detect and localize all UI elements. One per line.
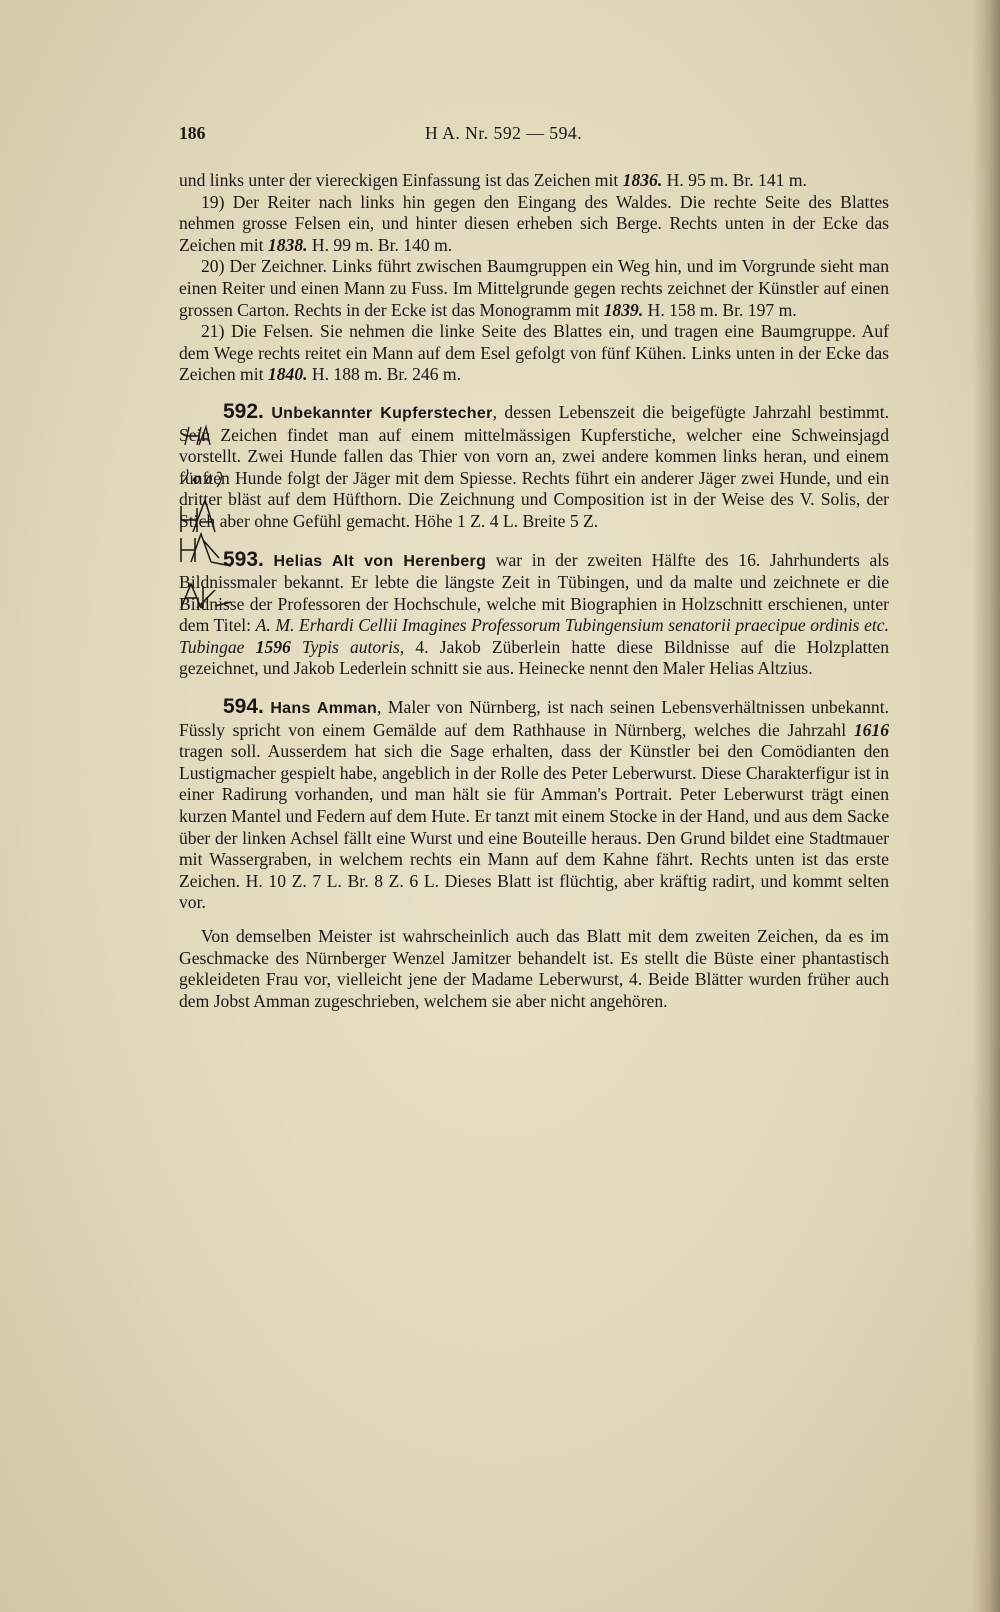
entry-592 [179, 401, 889, 533]
page-number: 186 [179, 123, 206, 143]
entry-number: 594. [223, 695, 264, 719]
item-21: 21) Die Felsen. Sie nehmen die linke Seite des Blattes ein, und tragen eine Baumgruppe. Auf dem Wege rechts reitet ein Mann auf dem Esel gefolgt von fünf Kühen. Links unten in der Ecke das Zeichen mit 1840. H. 188 m. Br. 246 m. [179, 321, 889, 385]
running-title: H A. Nr. 592 — 594. [425, 123, 583, 143]
entry-594-para2: Von demselben Meister ist wahrscheinlich auch das Blatt mit dem zweiten Zeichen, da es im Geschmacke des Nürnberger Wenzel Jamitzer behandelt ist. Es stellt die Büste einer phantastisch gekleideten Frau vor, vielleicht jene der Madame Leberwurst, 4. Beide Blätter wurden früher auch dem Jobst Amman zugeschrieben, welchem sie aber nicht angehören. [179, 926, 889, 1011]
artist-name: Hans Amman [270, 700, 378, 718]
entry-593-head: 593. Helias Alt von Herenberg war in der zweiten Hälfte des 16. Jahrhunderts als Bildnissmaler bekannt. Er lebte die längste Zeit in Tübingen, und da malte und zeichnete er die Bildnisse der Professoren der Hochschule, welche mit Biographien in Holzschnitt erschienen, unter dem Titel: A. M. Erhardi Cellii Imagines Professorum Tubingensium senatorii praecipue ordinis etc. Tubingae 1596 Typis autoris, 4. Jakob Züberlein hatte diese Bildnisse auf die Holzplatten gezeichnet, und Jakob Lederlein schnitt sie aus. Heinecke nennt den Maler Helias Altzius. [179, 547, 890, 679]
entry-593 [179, 549, 889, 681]
running-header [179, 123, 649, 145]
entry-number: 593. [223, 547, 264, 571]
entry-594-head: 594. Hans Amman, Maler von Nürnberg, ist nach seinen Lebensverhältnissen unbekannt. Füssly spricht von einem Gemälde auf dem Rathhause in Nürnberg, welches die Jahrzahl 1616 tragen soll. Ausserdem hat sich die Sage erhalten, dass der Künstler bei den Comödianten den Lustigmacher gespielt habe, angeblich in der Rolle des Peter Leberwurst. Diese Charakterfigur ist in einer Radirung vorhanden, und man hält sie für Amman's Portrait. Peter Leberwurst trägt einen kurzen Mantel und Federn auf dem Hute. Er tanzt mit einem Stocke in der Hand, und aus dem Sacke über der linken Achsel fällt eine Wurst und eine Bouteille heraus. Den Grund bildet eine Stadtmauer mit Wassergraben, in welchem rechts ein Mann auf dem Kahne fährt. Rechts unten ist das erste Zeichen. H. 10 Z. 7 L. Br. 8 Z. 6 L. Dieses Blatt ist flüchtig, aber kräftig radirt, und kommt selten vor. [179, 695, 889, 913]
page-body [179, 170, 889, 1012]
artist-name: Unbekannter Kupferstecher [271, 404, 493, 422]
item-20: 20) Der Zeichner. Links führt zwischen Baumgruppen ein Weg hin, und im Vorgrunde sieht man einen Reiter und einen Mann zu Fuss. Im Mittelgrunde gegen rechts zeichnet der Künstler auf einen grossen Carton. Rechts in der Ecke ist das Monogramm mit 1839. H. 158 m. Br. 197 m. [179, 256, 889, 320]
monogram-594 [175, 522, 249, 632]
entry-592-head: 592. Unbekannter Kupferstecher, dessen Lebenszeit die beigefügte Jahrzahl bestimmt. Sein Zeichen findet man auf einem mittelmässigen Kupferstiche, welcher eine Schweinsjagd vorstellt. Zwei Hunde fallen das Thier von vorn an, zwei andere kommen links heran, und einem fünften Hunde folgt der Jäger mit dem Spiesse. Rechts führt ein anderer Jäger zwei Hunde, und ein dritter bläst auf dem Hüfthorn. Die Zeichnung und Composition ist in der Weise des V. Solis, der Stich aber ohne Gefühl gemacht. Höhe 1 Z. 4 L. Breite 5 Z. [179, 399, 890, 531]
page-edge-shadow [972, 0, 1000, 1612]
monogram-ha-icon [175, 522, 249, 632]
monogram-ha-icon [177, 409, 237, 489]
intro-paragraph: und links unter der viereckigen Einfassung ist das Zeichen mit 1836. H. 95 m. Br. 141 m. [179, 170, 807, 190]
item-19: 19) Der Reiter nach links hin gegen den Eingang des Waldes. Die rechte Seite des Blattes nehmen grosse Felsen ein, und hinter diesen erheben sich Berge. Rechts unten in der Ecke das Zeichen mit 1838. H. 99 m. Br. 140 m. [179, 191, 889, 255]
entry-594 [179, 696, 889, 1012]
artist-name: Helias Alt von Herenberg [273, 552, 487, 570]
monogram-592 [177, 409, 237, 489]
entry-number: 592. [223, 399, 264, 423]
